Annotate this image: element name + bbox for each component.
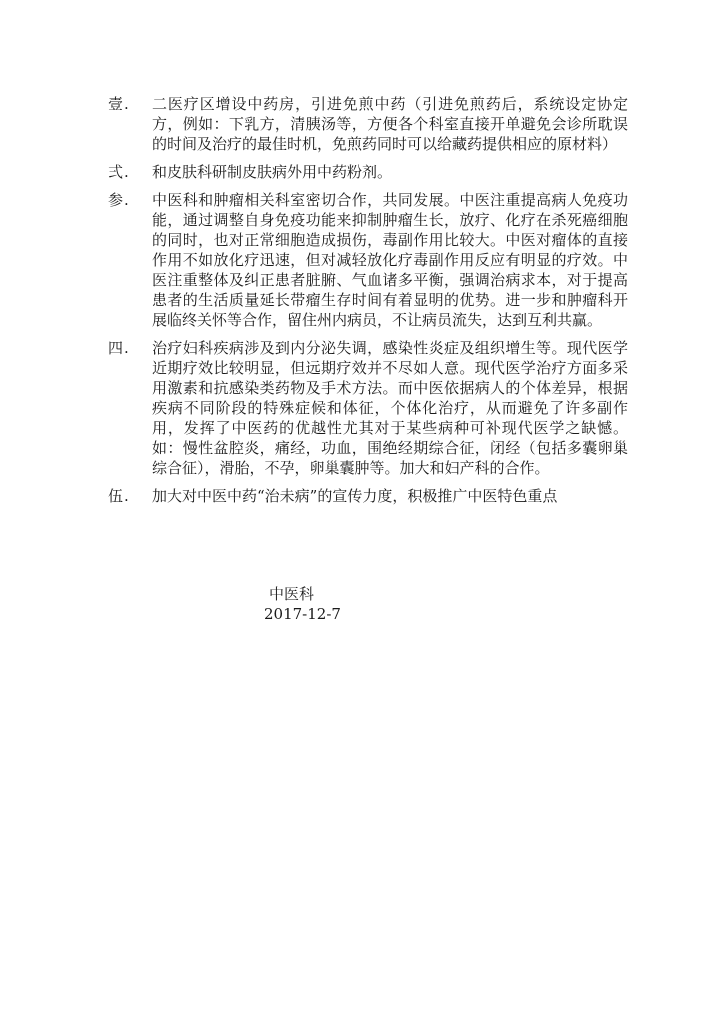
- list-item: [108, 190, 628, 330]
- list-item-text: 二医疗区增设中药房，引进免煎中药（引进免煎药后，系统设定协定方，例如：下乳方，清胰汤等，方便各个科室直接开单避免会诊所耽误的时间及治疗的最佳时机，免煎药同时可以给藏药提供相应的原材料）: [152, 95, 628, 153]
- list-item-text: 加大对中医中药“治未病”的宣传力度，积极推广中医特色重点: [152, 487, 558, 505]
- list-item: [108, 486, 628, 506]
- plan-list: [108, 94, 628, 514]
- signature-date: 2017-12-7: [264, 605, 341, 623]
- list-item-marker: 弍.: [108, 163, 130, 181]
- list-item: [108, 94, 628, 154]
- list-item-marker: 壹.: [108, 95, 130, 113]
- signature-department: 中医科: [269, 585, 315, 603]
- list-item-marker: 参.: [108, 191, 130, 209]
- signature-block: [264, 584, 341, 624]
- list-item-text: 中医科和肿瘤相关科室密切合作，共同发展。中医注重提高病人免疫功能，通过调整自身免疫功能来抑制肿瘤生长，放疗、化疗在杀死癌细胞的同时，也对正常细胞造成损伤，毒副作用比较大。中医对瘤体的直接作用不如放化疗迅速，但对减轻放化疗毒副作用反应有明显的疗效。中医注重整体及纠正患者脏腑、气血诸多平衡，强调治病求本，对于提高患者的生活质量延长带瘤生存时间有着显明的优势。进一步和肿瘤科开展临终关怀等合作，留住州内病员，不让病员流失，达到互利共赢。: [152, 191, 628, 329]
- list-item-marker: 伍.: [108, 487, 130, 505]
- list-item-marker: 四.: [108, 339, 130, 357]
- list-item-text: 治疗妇科疾病涉及到内分泌失调，感染性炎症及组织增生等。现代医学近期疗效比较明显，但远期疗效并不尽如人意。现代医学治疗方面多采用激素和抗感染类药物及手术方法。而中医依据病人的个体差异，根据疾病不同阶段的特殊症候和体征，个体化治疗，从而避免了许多副作用，发挥了中医药的优越性尤其对于某些病种可补现代医学之缺憾。如：慢性盆腔炎，痛经，功血，围绝经期综合征，闭经（包括多囊卵巢综合征），滑胎，不孕，卵巢囊肿等。加大和妇产科的合作。: [152, 339, 628, 477]
- list-item-text: 和皮肤科研制皮肤病外用中药粉剂。: [152, 163, 393, 181]
- list-item: [108, 162, 628, 182]
- list-item: [108, 338, 628, 478]
